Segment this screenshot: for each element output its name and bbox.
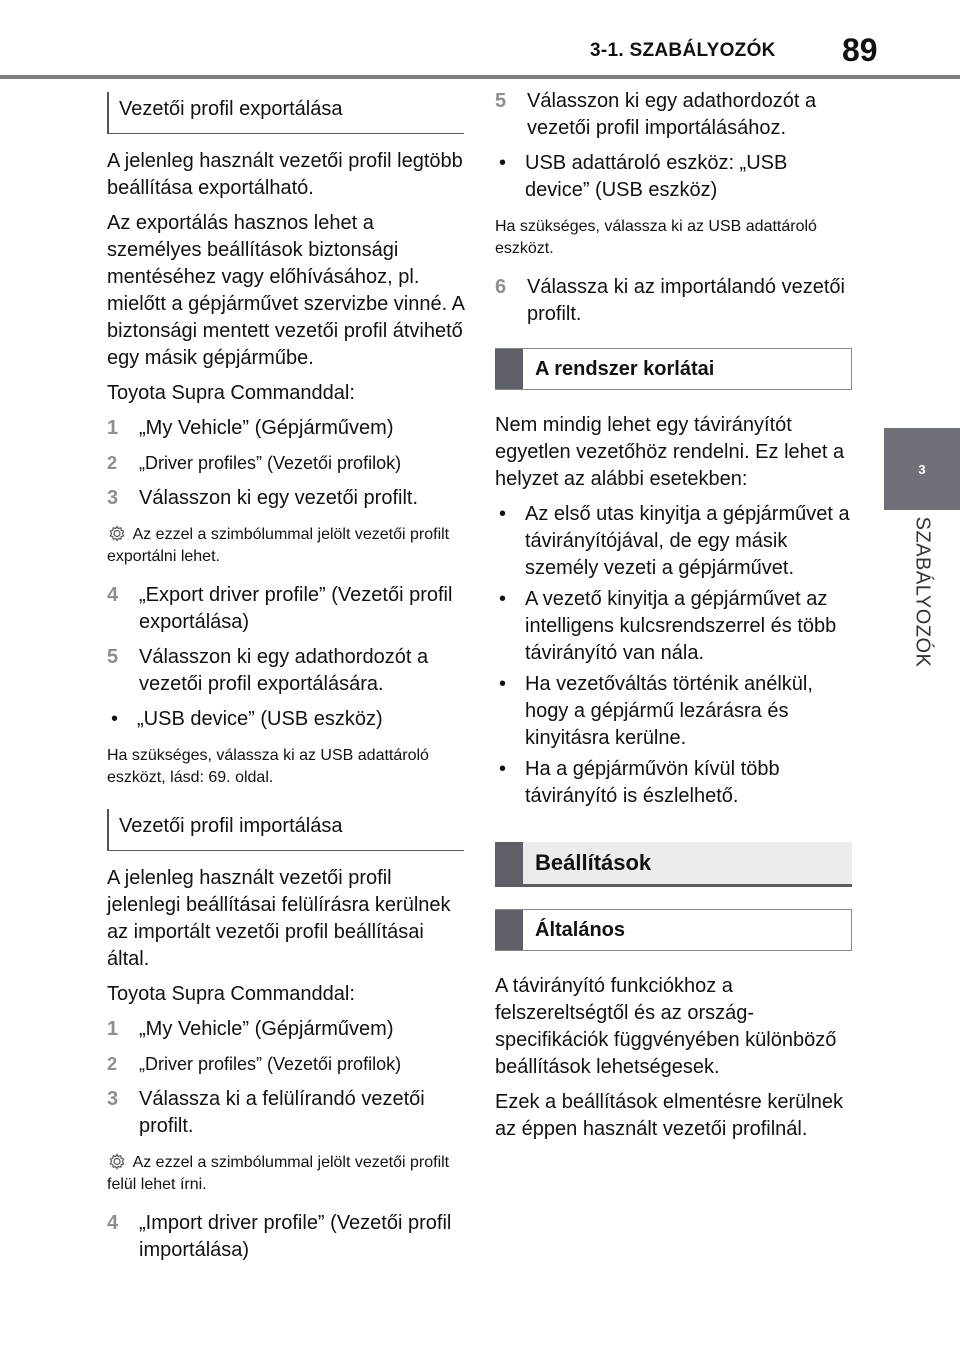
export-step-2 (107, 450, 464, 477)
heading-bar (495, 842, 523, 884)
gear-icon (107, 1153, 129, 1170)
step-text: „Driver profiles” (Vezetői profilok) (139, 1054, 402, 1074)
import-paragraph-1: A jelenleg használt vezetői profil jelenlegi beállításai felülírásra kerülnek az importált vezetői profil beállításai által. (107, 867, 451, 970)
export-bullet (107, 706, 464, 733)
chapter-tab (884, 428, 960, 510)
export-paragraph-3: Toyota Supra Commanddal: (107, 382, 355, 404)
import-heading: Vezetői profil importálása (107, 809, 464, 851)
right-column (495, 88, 852, 1151)
heading-bar (495, 349, 523, 389)
limits-bullet (495, 501, 852, 582)
step-text: Válasszon ki egy adathordozót a vezetői profil exportálására. (139, 646, 429, 695)
section-title: 3-1. SZABÁLYOZÓK (590, 40, 776, 61)
settings-heading-text: Beállítások (535, 850, 652, 875)
import-step-4 (107, 1210, 464, 1264)
usb-note: Ha szükséges, válassza ki az USB adattároló eszközt. (495, 218, 817, 257)
general-heading-text: Általános (535, 918, 626, 941)
step-number: 2 (107, 1054, 118, 1074)
step-number: 5 (495, 90, 507, 112)
export-note-2: Ha szükséges, válassza ki az USB adattároló eszközt, lásd: 69. oldal. (107, 747, 429, 786)
import-step-3 (107, 1086, 464, 1140)
step-text: Válassza ki az importálandó vezetői profilt. (527, 276, 845, 325)
general-heading (495, 909, 852, 951)
limits-bullet (495, 756, 852, 810)
header-divider (0, 75, 960, 79)
bullet-dot: • (499, 588, 507, 610)
step-number: 3 (107, 1088, 119, 1110)
export-step-4 (107, 582, 464, 636)
import-step-6 (495, 274, 852, 328)
step-text: „Import driver profile” (Vezetői profil importálása) (139, 1212, 452, 1261)
import-step-1 (107, 1016, 464, 1043)
export-paragraph-1: A jelenleg használt vezetői profil legtöbb beállítása exportálható. (107, 150, 463, 199)
chapter-tab-number: 3 (918, 462, 926, 477)
step-number: 1 (107, 417, 119, 439)
step-number: 4 (107, 1212, 119, 1234)
bullet-dot: • (111, 708, 119, 730)
limits-bullet (495, 671, 852, 752)
limits-heading-text: A rendszer korlátai (535, 357, 715, 380)
step-number: 4 (107, 584, 119, 606)
usb-bullet (495, 150, 852, 204)
import-step-2 (107, 1051, 464, 1078)
chapter-side-label: SZABÁLYOZÓK (911, 516, 934, 668)
bullet-text: Ha vezetőváltás történik anélkül, hogy a gépjármű lezárásra és kinyitásra kerülne. (525, 673, 813, 749)
bullet-text: Ha a gépjárművön kívül több távirányító is észlelhető. (525, 758, 780, 807)
step-text: Válasszon ki egy vezetői profilt. (139, 487, 419, 509)
general-paragraph-1: A távirányító funkciókhoz a felszereltségtől és az ország-specifikációk függvényében különböző beállítások lehetségesek. (495, 975, 837, 1078)
limits-bullet (495, 586, 852, 667)
import-note-text: Az ezzel a szimbólummal jelölt vezetői profilt felül lehet írni. (107, 1154, 450, 1193)
step-number: 1 (107, 1018, 119, 1040)
step-text: „My Vehicle” (Gépjárművem) (139, 1018, 394, 1040)
step-text: „My Vehicle” (Gépjárművem) (139, 417, 394, 439)
export-paragraph-2: Az exportálás hasznos lehet a személyes beállítások biztonsági mentéséhez vagy előhívásához, pl. mielőtt a gépjárművet szervizbe vinné. A biztonsági mentett vezetői profil átvihető egy másik gépjárműbe. (107, 212, 464, 369)
limits-paragraph: Nem mindig lehet egy távirányítót egyetlen vezetőhöz rendelni. Ez lehet a helyzet az alábbi esetekben: (495, 414, 845, 490)
step-text: „Export driver profile” (Vezetői profil exportálása) (139, 584, 453, 633)
step-number: 5 (107, 646, 119, 668)
import-paragraph-2: Toyota Supra Commanddal: (107, 983, 355, 1005)
bullet-text: A vezető kinyitja a gépjárművet az intelligens kulcsrendszerrel és több távirányító van nála. (525, 588, 837, 664)
export-step-5 (107, 644, 464, 698)
limits-heading (495, 348, 852, 390)
general-paragraph-2: Ezek a beállítások elmentésre kerülnek az éppen használt vezetői profilnál. (495, 1091, 843, 1140)
export-step-1 (107, 415, 464, 442)
bullet-dot: • (499, 152, 507, 174)
step-number: 3 (107, 487, 119, 509)
gear-icon (107, 525, 129, 542)
bullet-dot: • (499, 503, 507, 525)
step-text: Válassza ki a felülírandó vezetői profilt. (139, 1088, 425, 1137)
left-column (107, 88, 464, 1272)
bullet-text: USB adattároló eszköz: „USB device” (USB eszköz) (525, 152, 788, 201)
bullet-dot: • (499, 758, 507, 780)
step-text: Válasszon ki egy adathordozót a vezetői profil importálásához. (527, 90, 817, 139)
settings-heading (495, 842, 852, 887)
export-note-text: Az ezzel a szimbólummal jelölt vezetői profilt exportálni lehet. (107, 526, 450, 565)
export-note (107, 524, 464, 568)
import-step-5 (495, 88, 852, 142)
export-step-3 (107, 485, 464, 512)
step-number: 2 (107, 453, 118, 473)
step-number: 6 (495, 276, 507, 298)
heading-bar (495, 910, 523, 950)
bullet-dot: • (499, 673, 507, 695)
import-note (107, 1152, 464, 1196)
page-number: 89 (842, 32, 878, 68)
export-heading: Vezetői profil exportálása (107, 92, 464, 134)
bullet-text: Az első utas kinyitja a gépjárművet a távirányítójával, de egy másik személy vezeti a gépjárművet. (525, 503, 850, 579)
bullet-text: „USB device” (USB eszköz) (137, 708, 383, 730)
step-text: „Driver profiles” (Vezetői profilok) (139, 453, 402, 473)
